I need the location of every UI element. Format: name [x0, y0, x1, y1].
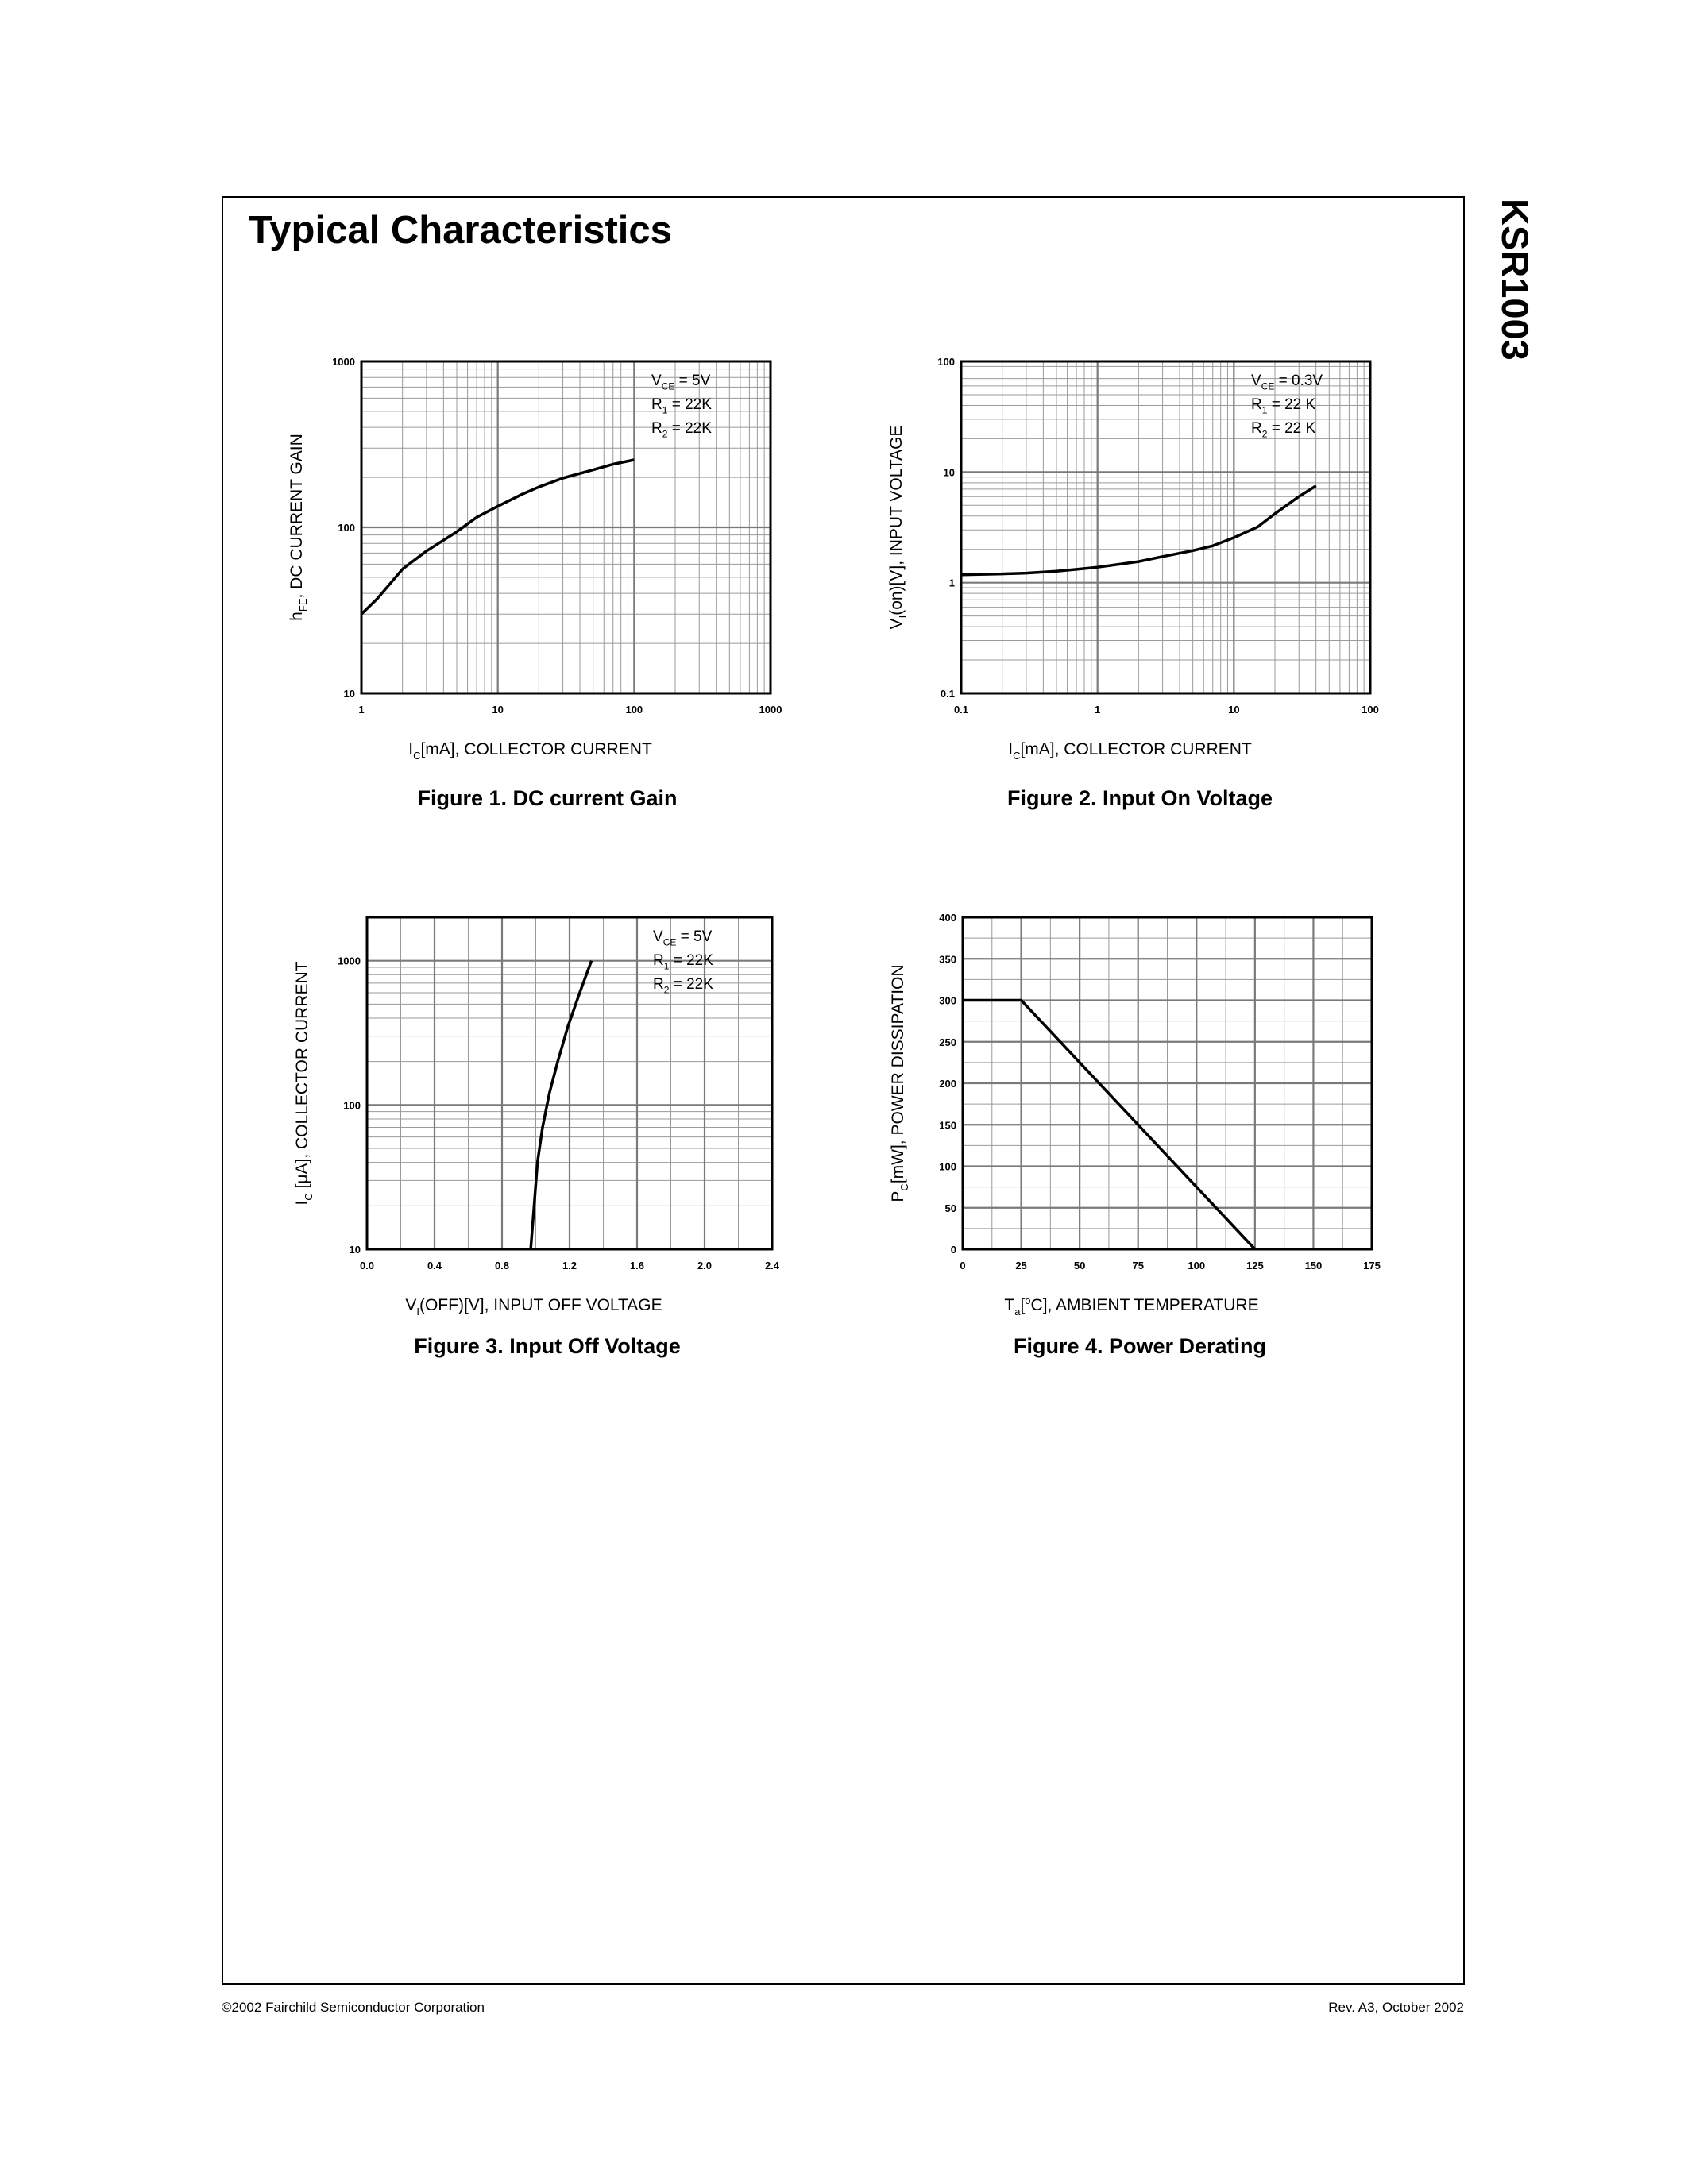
- figure-3-caption: Figure 3. Input Off Voltage: [414, 1334, 681, 1358]
- x-tick-label: 0: [960, 1260, 966, 1271]
- grid: [963, 917, 1372, 1249]
- figure-4-caption: Figure 4. Power Derating: [1013, 1334, 1267, 1358]
- y-tick-label: 200: [939, 1078, 956, 1090]
- condition-annotation: $V_{CE} = 5V$: [651, 372, 711, 392]
- x-tick-label: 10: [492, 704, 504, 716]
- y-tick-label: 100: [338, 522, 355, 534]
- x-tick-label: 150: [1304, 1260, 1323, 1271]
- x-tick-label: 100: [625, 704, 643, 716]
- x-tick-label: 125: [1246, 1260, 1264, 1271]
- x-axis-label: $I_C[mA]$, COLLECTOR CURRENT: [1008, 740, 1252, 762]
- y-tick-label: 50: [944, 1202, 956, 1214]
- figure-3: [293, 917, 780, 1318]
- figure-1: [288, 356, 782, 762]
- y-axis-label: $P_C[mW]$, POWER DISSIPATION: [889, 964, 910, 1202]
- y-tick-label: 0.1: [940, 688, 955, 700]
- y-tick-label: 1: [948, 577, 955, 589]
- x-tick-label: 0.0: [359, 1260, 375, 1271]
- y-tick-label: 400: [939, 912, 956, 924]
- x-tick-label: 175: [1363, 1260, 1381, 1271]
- condition-annotation: $R_1 = 22K$: [651, 396, 712, 416]
- x-tick-label: 1000: [759, 704, 782, 716]
- y-tick-label: 150: [939, 1119, 956, 1132]
- y-tick-label: 100: [939, 1160, 956, 1173]
- condition-annotation: $V_{CE} = 5V$: [653, 928, 713, 948]
- x-tick-label: 1: [1095, 704, 1101, 716]
- y-tick-label: 250: [939, 1036, 956, 1048]
- y-tick-label: 300: [939, 994, 956, 1007]
- y-tick-label: 10: [349, 1244, 361, 1256]
- x-tick-label: 1.2: [562, 1260, 577, 1271]
- page-title: Typical Characteristics: [249, 209, 672, 252]
- figure-1-caption: Figure 1. DC current Gain: [417, 786, 678, 810]
- x-tick-label: 2.0: [697, 1260, 713, 1271]
- x-axis-label: $I_C[mA]$, COLLECTOR CURRENT: [408, 740, 652, 762]
- y-tick-label: 1000: [332, 356, 355, 368]
- figure-2: [887, 356, 1379, 762]
- x-tick-label: 10: [1228, 704, 1240, 716]
- x-tick-label: 1: [358, 704, 365, 716]
- x-tick-label: 50: [1073, 1260, 1086, 1271]
- y-tick-label: 10: [343, 688, 355, 700]
- y-axis-label: $V_I(on)[V]$, INPUT VOLTAGE: [887, 425, 909, 630]
- part-number-label: KSR1003: [1494, 199, 1536, 361]
- condition-annotation: $V_{CE} = 0.3V$: [1251, 372, 1323, 392]
- figure-2-caption: Figure 2. Input On Voltage: [1006, 786, 1273, 810]
- y-tick-label: 10: [943, 466, 955, 479]
- x-tick-label: 75: [1132, 1260, 1144, 1271]
- y-tick-label: 100: [937, 356, 955, 368]
- y-tick-label: 350: [939, 953, 956, 966]
- x-tick-label: 25: [1015, 1260, 1027, 1271]
- condition-annotation: $R_2 = 22K$: [651, 420, 712, 440]
- y-tick-label: 1000: [338, 955, 361, 967]
- footer-copyright: ©2002 Fairchild Semiconductor Corporation: [222, 2000, 485, 2015]
- y-axis-label: $h_{FE}$, DC CURRENT GAIN: [288, 434, 309, 621]
- y-tick-label: 0: [950, 1244, 956, 1256]
- condition-annotation: $R_2 = 22K$: [653, 976, 713, 996]
- condition-annotation: $R_1 = 22K$: [653, 952, 713, 972]
- y-axis-label: $I_C$ [μA], COLLECTOR CURRENT: [293, 961, 315, 1206]
- x-tick-label: 100: [1188, 1260, 1206, 1271]
- x-tick-label: 0.1: [953, 704, 969, 716]
- condition-annotation: $R_1 = 22$ K: [1251, 396, 1316, 416]
- x-tick-label: 1.6: [629, 1260, 645, 1271]
- figure-4: [889, 912, 1381, 1318]
- x-axis-label: $V_I(OFF)[V]$, INPUT OFF VOLTAGE: [405, 1296, 662, 1318]
- x-tick-label: 2.4: [764, 1260, 780, 1271]
- x-axis-label: $T_a[^oC]$, AMBIENT TEMPERATURE: [1004, 1295, 1259, 1318]
- x-tick-label: 0.8: [494, 1260, 510, 1271]
- footer-revision: Rev. A3, October 2002: [1328, 2000, 1464, 2015]
- condition-annotation: $R_2 = 22$ K: [1251, 420, 1316, 440]
- x-tick-label: 100: [1362, 704, 1379, 716]
- y-tick-label: 100: [343, 1099, 361, 1112]
- x-tick-label: 0.4: [427, 1260, 442, 1271]
